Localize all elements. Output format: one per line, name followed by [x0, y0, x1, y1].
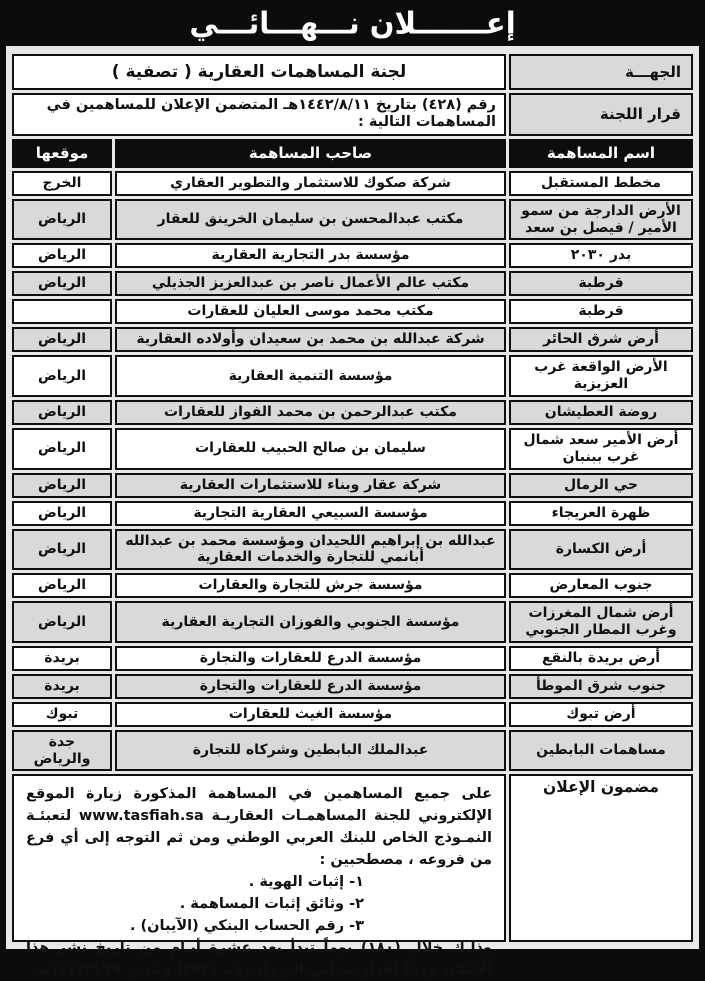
table-row: [12, 646, 693, 671]
contribution-location: الرياض: [12, 271, 112, 296]
header-contribution-name: اسم المساهمة: [509, 139, 693, 168]
contribution-name: روضة العطيشان: [509, 400, 693, 425]
announcement-content-body: [12, 774, 506, 979]
table-header-row: [12, 139, 693, 168]
contribution-owner: شركة عبدالله بن محمد بن سعيدان وأولاده العقارية: [115, 327, 506, 352]
contribution-name: أرض شرق الحائر: [509, 327, 693, 352]
table-row: [12, 171, 693, 196]
announcement-item: ٣- رقم الحساب البنكي (الآيبان) .: [129, 918, 364, 935]
announcement-content-label: مضمون الإعلان: [509, 774, 693, 942]
table-row: [12, 573, 693, 598]
contribution-owner: مكتب عالم الأعمال ناصر بن عبدالعزيز الجذيلي: [115, 271, 506, 296]
table-row: [12, 601, 693, 643]
announcement-item: ٢- وثائق إثبات المساهمة .: [179, 896, 364, 913]
contribution-owner: مؤسسة الجنوبي والفوزان التجارية العقارية: [115, 601, 506, 643]
contribution-owner: مكتب عبدالرحمن بن محمد الفواز للعقارات: [115, 400, 506, 425]
contribution-location: الرياض: [12, 400, 112, 425]
table-row: [12, 400, 693, 425]
contribution-location: بريدة: [12, 646, 112, 671]
table-row: [12, 327, 693, 352]
contribution-location: جدة والرياض: [12, 730, 112, 772]
table-row: [12, 702, 693, 727]
table-row: [12, 501, 693, 526]
contribution-owner: مؤسسة بدر التجارية العقارية: [115, 243, 506, 268]
contribution-location: الرياض: [12, 601, 112, 643]
table-row: [12, 243, 693, 268]
contribution-name: حي الرمال: [509, 473, 693, 498]
contribution-location: الرياض: [12, 473, 112, 498]
contribution-location: تبوك: [12, 702, 112, 727]
contribution-owner: عبدالله بن إبراهيم اللحيدان ومؤسسة محمد بن عبدالله أبانمي للتجارة والخدمات العقارية: [115, 529, 506, 571]
contribution-name: جنوب شرق الموطأ: [509, 674, 693, 699]
table-row: [12, 428, 693, 470]
announcement-intro: على جميع المساهمين في المساهمة المذكورة زيارة الموقع الإلكتروني للجنة المساهمـات العقاريـة www.tasfiah.sa لتعبئـة النمـوذج الخاص للبنك العربي الوطني ومن ثم التوجه إلى أي فرع من فروعه ، مصطحبين :: [26, 786, 492, 869]
authority-value: لجنة المساهمات العقارية ( تصفية ): [12, 54, 506, 90]
contribution-name: أرض بريدة بالنقع: [509, 646, 693, 671]
table-row: [12, 271, 693, 296]
contribution-location: الخرج: [12, 171, 112, 196]
contribution-location: الرياض: [12, 199, 112, 241]
top-banner: [0, 0, 705, 46]
contribution-owner: مؤسسة السبيعي العقارية التجارية: [115, 501, 506, 526]
contribution-name: ظهرة العريجاء: [509, 501, 693, 526]
table-row: [12, 473, 693, 498]
authority-row: [12, 54, 693, 90]
contribution-owner: شركة صكوك للاستثمار والتطوير العقاري: [115, 171, 506, 196]
announcement-footer: وذلـك خلال (١٨٠) يوماً تبدأ بعد عشرة أيـام من تاريخ نشر هذا الإعلان وفقاً لقرار مجلس الوزراء رقم (٣٥٣) وتاريخ ١٤٤٢/٦/٢٧هـ.: [26, 940, 492, 979]
contribution-location: بريدة: [12, 674, 112, 699]
contribution-name: مساهمات البابطين: [509, 730, 693, 772]
announcement-page: [6, 46, 699, 979]
contribution-owner: شركة عقار وبناء للاستثمارات العقارية: [115, 473, 506, 498]
contribution-name: أرض الأمير سعد شمال غرب ببنبان: [509, 428, 693, 470]
table-row: [12, 730, 693, 772]
announcement-item: ١- إثبات الهوية .: [248, 874, 364, 891]
committee-decision-value: رقم (٤٢٨) بتاريخ ١٤٤٢/٨/١١هـ المتضمن الإعلان للمساهمين في المساهمات التالية :: [12, 93, 506, 136]
contribution-location: الرياض: [12, 327, 112, 352]
contribution-location: الرياض: [12, 428, 112, 470]
contribution-name: الأرض الواقعة غرب العزيزية: [509, 355, 693, 397]
contribution-owner: مكتب عبدالمحسن بن سليمان الخرينق للعقار: [115, 199, 506, 241]
contribution-owner: مؤسسة الدرع للعقارات والتجارة: [115, 646, 506, 671]
contribution-name: أرض تبوك: [509, 702, 693, 727]
contribution-owner: مؤسسة الدرع للعقارات والتجارة: [115, 674, 506, 699]
contribution-name: بدر ٢٠٣٠: [509, 243, 693, 268]
contribution-location: الرياض: [12, 355, 112, 397]
table-row: [12, 199, 693, 241]
contribution-owner: مكتب محمد موسى العليان للعقارات: [115, 299, 506, 324]
table-row: [12, 674, 693, 699]
contribution-location: الرياض: [12, 243, 112, 268]
table-row: [12, 355, 693, 397]
header-location: موقعها: [12, 139, 112, 168]
table-row: [12, 529, 693, 571]
contribution-location: الرياض: [12, 573, 112, 598]
contribution-name: قرطبة: [509, 299, 693, 324]
contribution-name: قرطبة: [509, 271, 693, 296]
announcement-title: إعـــــــلان نـــهـــائـــي: [189, 5, 516, 41]
contribution-name: الأرض الدارجة من سمو الأمير / فيصل بن سعد: [509, 199, 693, 241]
header-contribution-owner: صاحب المساهمة: [115, 139, 506, 168]
contribution-name: مخطط المستقبل: [509, 171, 693, 196]
contribution-owner: مؤسسة جرش للتجارة والعقارات: [115, 573, 506, 598]
contribution-owner: سليمان بن صالح الحبيب للعقارات: [115, 428, 506, 470]
contribution-location: [12, 299, 112, 324]
committee-decision-label: قرار اللجنة: [509, 93, 693, 136]
table-row: [12, 299, 693, 324]
authority-label: الجهـــة: [509, 54, 693, 90]
contribution-owner: مؤسسة التنمية العقارية: [115, 355, 506, 397]
contribution-name: أرض الكسارة: [509, 529, 693, 571]
contribution-location: الرياض: [12, 501, 112, 526]
contribution-name: أرض شمال المغرزات وغرب المطار الجنوبي: [509, 601, 693, 643]
contribution-owner: عبدالملك البابطين وشركاه للتجارة: [115, 730, 506, 772]
committee-decision-row: [12, 93, 693, 136]
announcement-content-row: [12, 774, 693, 979]
contribution-owner: مؤسسة الغيث للعقارات: [115, 702, 506, 727]
contribution-name: جنوب المعارض: [509, 573, 693, 598]
contribution-location: الرياض: [12, 529, 112, 571]
